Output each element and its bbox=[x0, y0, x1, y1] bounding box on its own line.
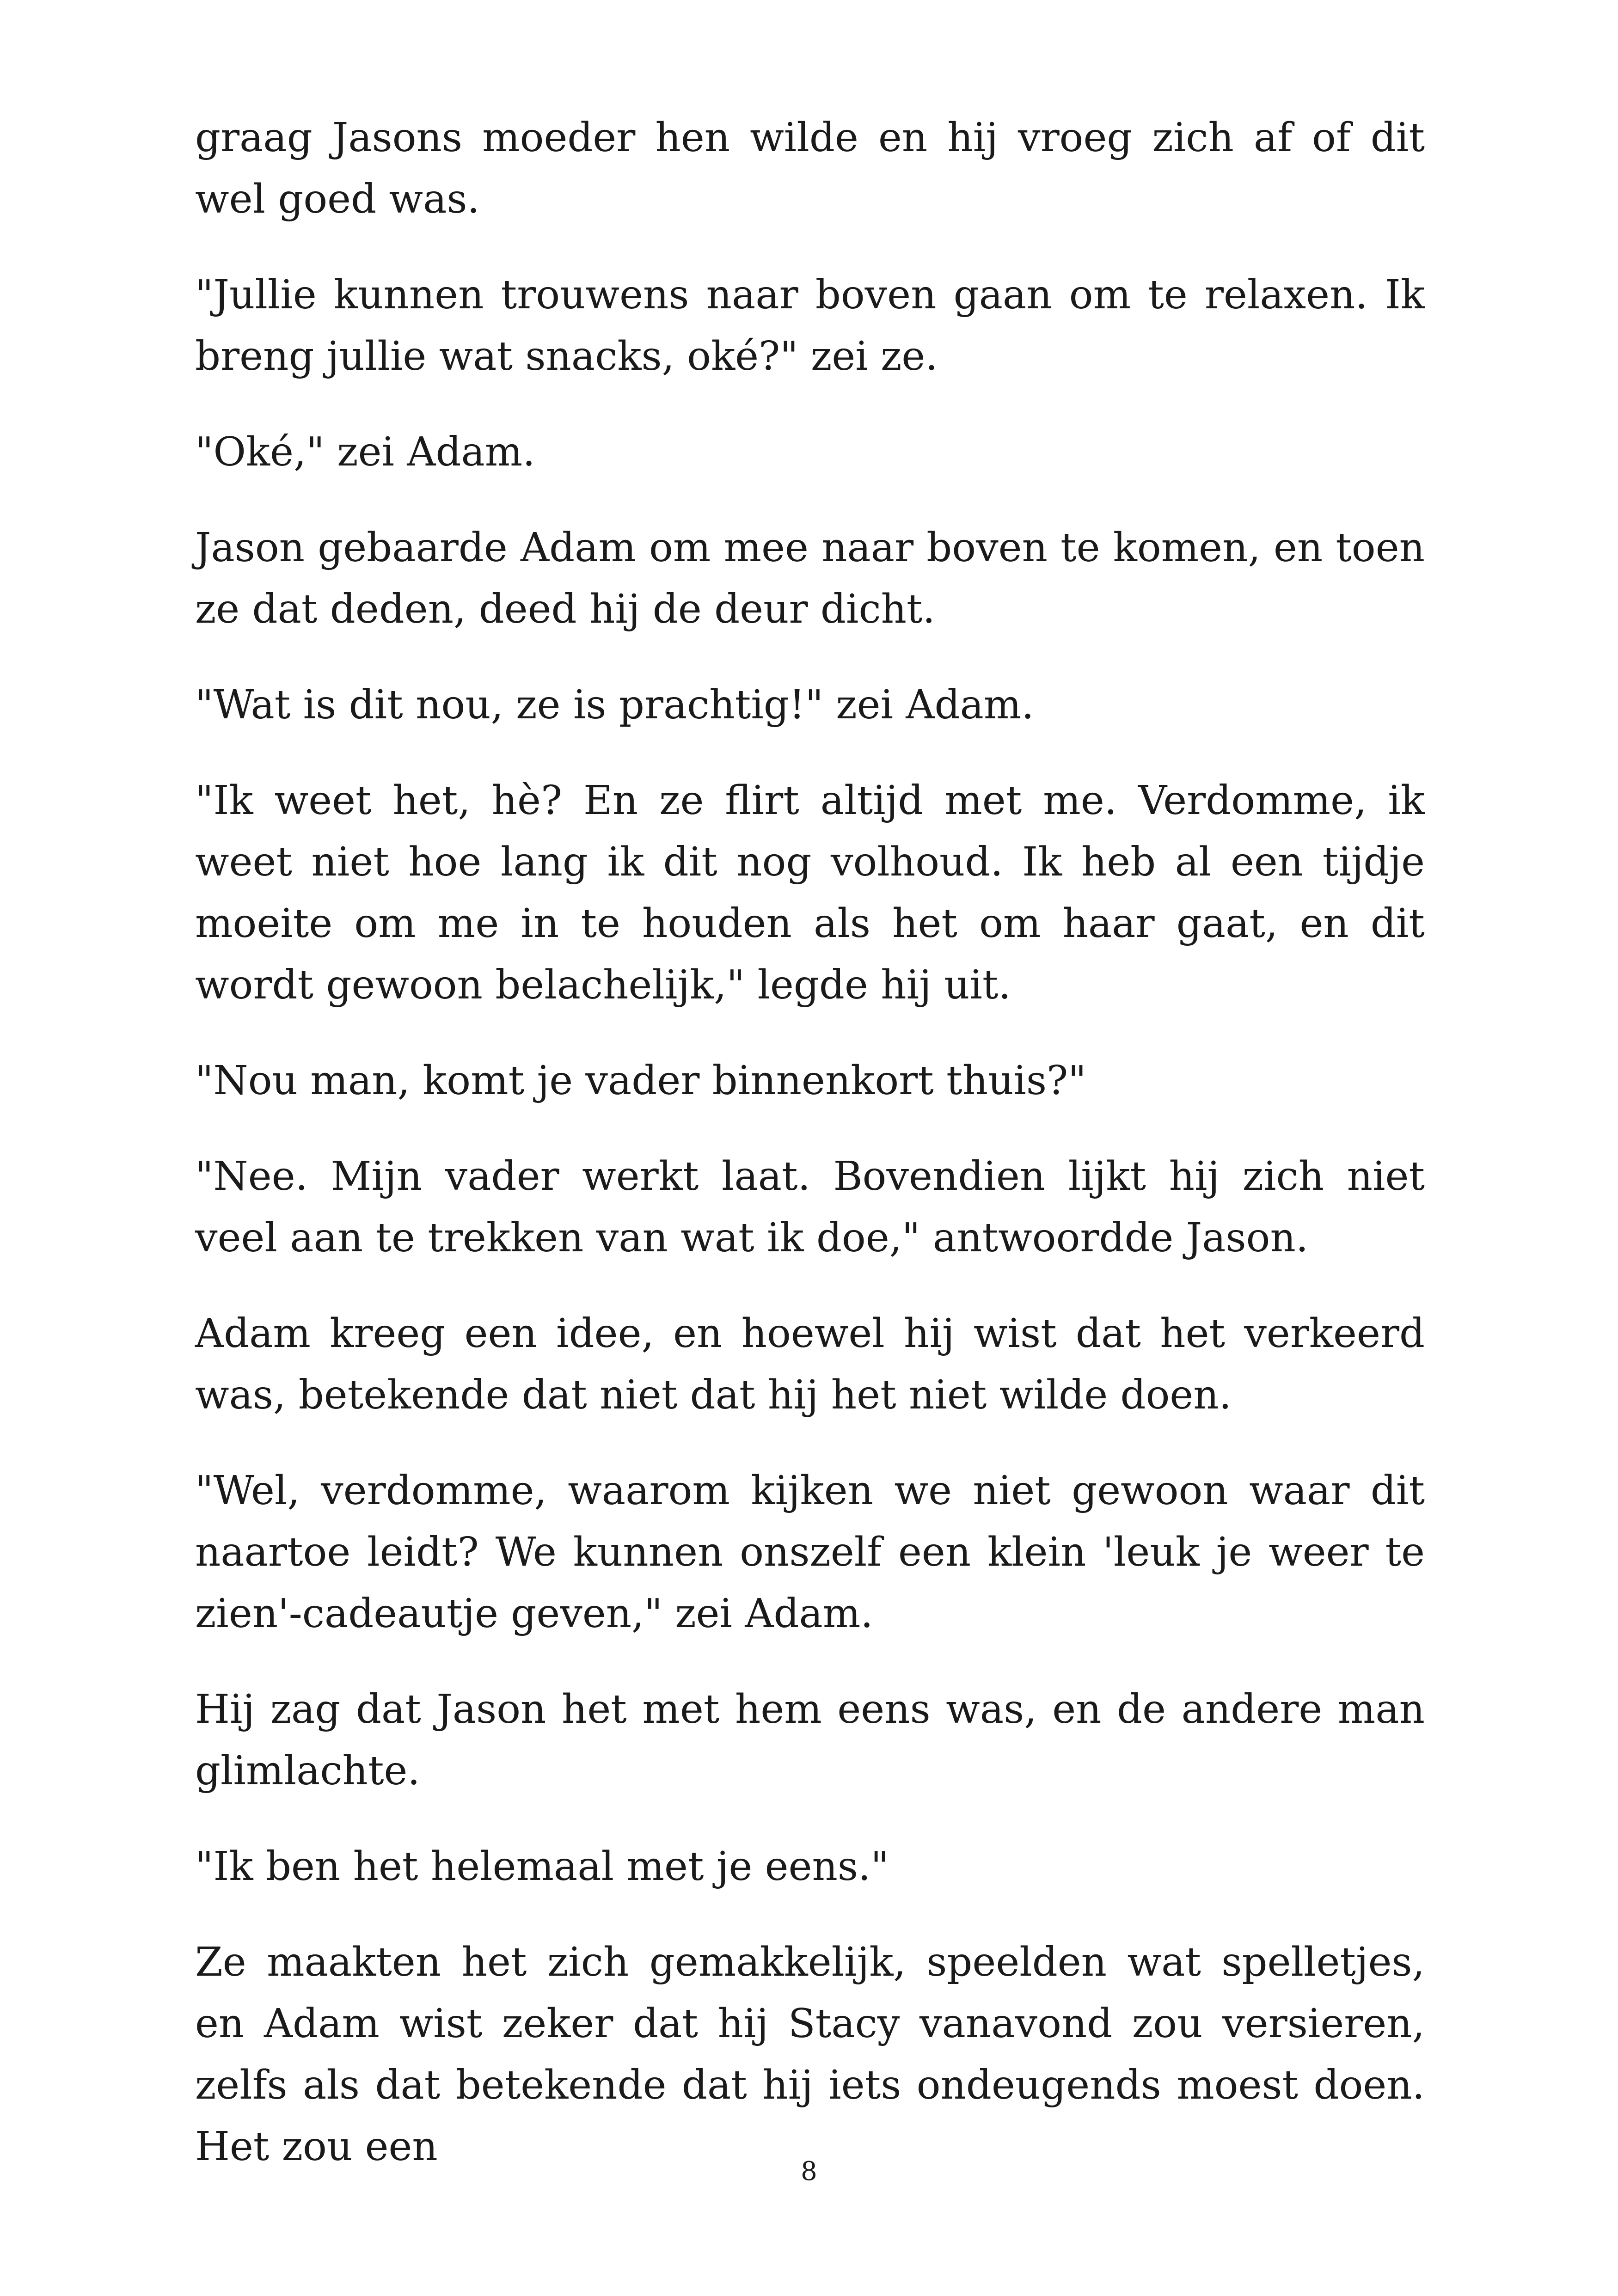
paragraph-12: "Ik ben het helemaal met je eens." bbox=[195, 1843, 889, 1890]
paragraph-3: "Oké," zei Adam. bbox=[195, 429, 535, 475]
paragraph-2: "Jullie kunnen trouwens naar boven gaan om te relaxen. Ik breng jullie wat snacks, oké?" zei ze. bbox=[195, 272, 1425, 380]
paragraph-13: Ze maakten het zich gemakkelijk, speelden wat spelletjes, en Adam wist zeker dat hij Stacy vanavond zou versieren, zelfs als dat betekende dat hij iets ondeugends moest doen. Het zou een bbox=[195, 1939, 1425, 2170]
paragraph-9: Adam kreeg een idee, en hoewel hij wist dat het verkeerd was, betekende dat niet dat hij het niet wilde doen. bbox=[195, 1310, 1425, 1418]
paragraph-10: "Wel, verdomme, waarom kijken we niet gewoon waar dit naartoe leidt? We kunnen onszelf een klein 'leuk je weer te zien'-cadeautje geven," zei Adam. bbox=[195, 1468, 1425, 1637]
page-number: 8 bbox=[801, 2156, 817, 2186]
paragraph-7: "Nou man, komt je vader binnenkort thuis?" bbox=[195, 1058, 1086, 1104]
paragraph-6: "Ik weet het, hè? En ze flirt altijd met me. Verdomme, ik weet niet hoe lang ik dit nog volhoud. Ik heb al een tijdje moeite om me in te houden als het om haar gaat, en dit wordt gewoon belachelijk," legde hij uit. bbox=[195, 778, 1425, 1008]
paragraph-11: Hij zag dat Jason het met hem eens was, en de andere man glimlachte. bbox=[195, 1686, 1425, 1794]
body-text bbox=[195, 107, 1425, 2212]
paragraph-8: "Nee. Mijn vader werkt laat. Bovendien lijkt hij zich niet veel aan te trekken van wat ik doe," antwoordde Jason. bbox=[195, 1153, 1425, 1261]
paragraph-1: graag Jasons moeder hen wilde en hij vroeg zich af of dit wel goed was. bbox=[195, 115, 1425, 222]
paragraph-4: Jason gebaarde Adam om mee naar boven te komen, en toen ze dat deden, deed hij de deur dicht. bbox=[195, 525, 1425, 632]
paragraph-5: "Wat is dit nou, ze is prachtig!" zei Adam. bbox=[195, 682, 1034, 728]
